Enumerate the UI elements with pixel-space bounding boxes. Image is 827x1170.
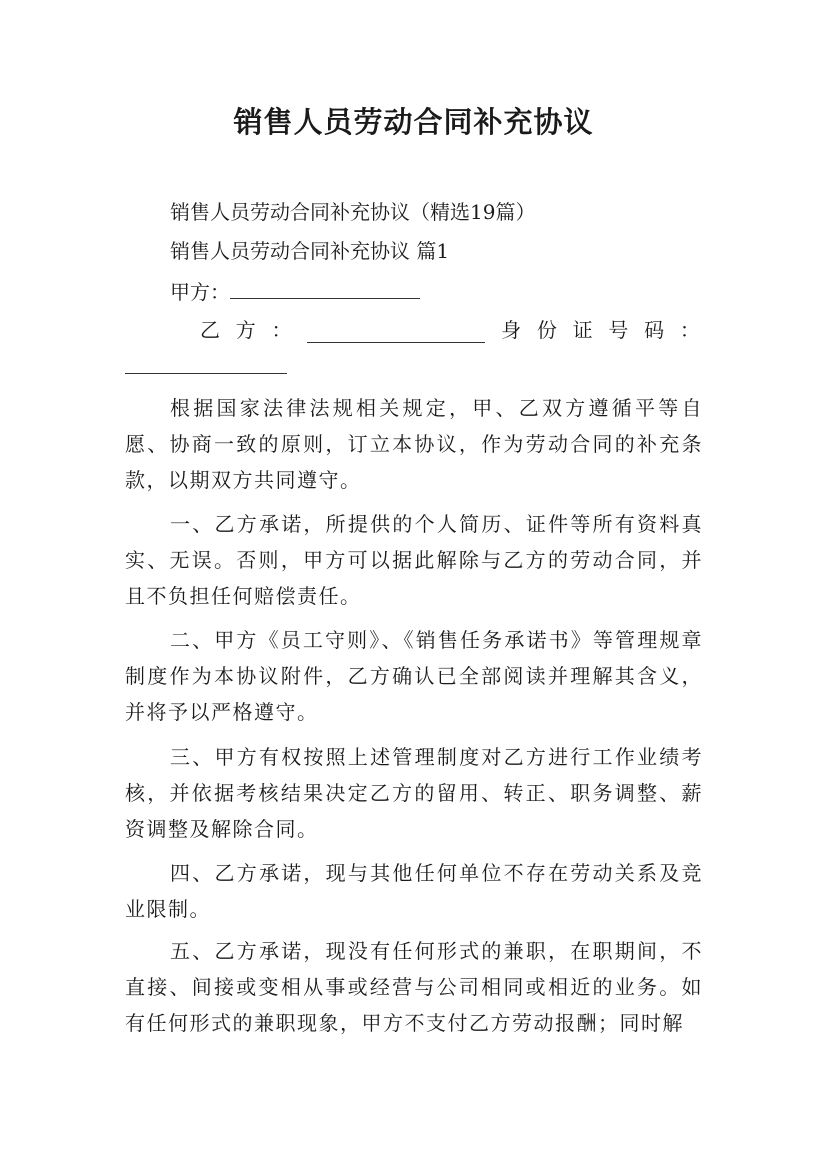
paragraph-clause-5: 五、乙方承诺，现没有任何形式的兼职，在职期间，不直接、间接或变相从事或经营与公司相同或相近的业务。如有任何形式的兼职现象，甲方不支付乙方劳动报酬；同时解 [125, 939, 703, 1035]
party-b-line [200, 317, 700, 343]
document-subtitle: 销售人员劳动合同补充协议（精选19篇） [170, 200, 536, 224]
id-label-3: 证 [572, 318, 593, 342]
party-b-label-1: 乙 [200, 318, 220, 342]
paragraph-clause-2: 二、甲方《员工守则》、《销售任务承诺书》等管理规章制度作为本协议附件，乙方确认已全部阅读并理解其含义，并将予以严格遵守。 [125, 628, 703, 724]
party-a-line [170, 278, 420, 305]
id-label-5: 码 [644, 318, 665, 342]
document-title: 销售人员劳动合同补充协议 [233, 105, 594, 139]
party-a-blank[interactable] [230, 278, 420, 299]
paragraph-clause-1: 一、乙方承诺，所提供的个人简历、证件等所有资料真实、无误。否则，甲方可以据此解除与乙方的劳动合同，并且不负担任何赔偿责任。 [125, 512, 703, 608]
section-heading: 销售人员劳动合同补充协议 篇1 [170, 239, 450, 263]
paragraph-clause-4: 四、乙方承诺，现与其他任何单位不存在劳动关系及竞业限制。 [125, 861, 703, 921]
id-label-4: 号 [608, 318, 629, 342]
id-number-blank[interactable] [125, 353, 287, 374]
id-label-2: 份 [536, 318, 557, 342]
id-label-1: 身 [501, 318, 522, 342]
party-b-label-3: ： [271, 318, 292, 342]
party-a-label: 甲方： [170, 280, 230, 304]
id-label-6: ： [679, 318, 700, 342]
party-b-blank[interactable] [307, 322, 485, 343]
id-number-line [125, 353, 287, 380]
paragraph-preamble: 根据国家法律法规相关规定，甲、乙双方遵循平等自愿、协商一致的原则，订立本协议，作为劳动合同的补充条款，以期双方共同遵守。 [125, 396, 703, 492]
paragraph-clause-3: 三、甲方有权按照上述管理制度对乙方进行工作业绩考核，并依据考核结果决定乙方的留用、转正、职务调整、薪资调整及解除合同。 [125, 745, 703, 841]
party-b-label-2: 方 [235, 318, 256, 342]
